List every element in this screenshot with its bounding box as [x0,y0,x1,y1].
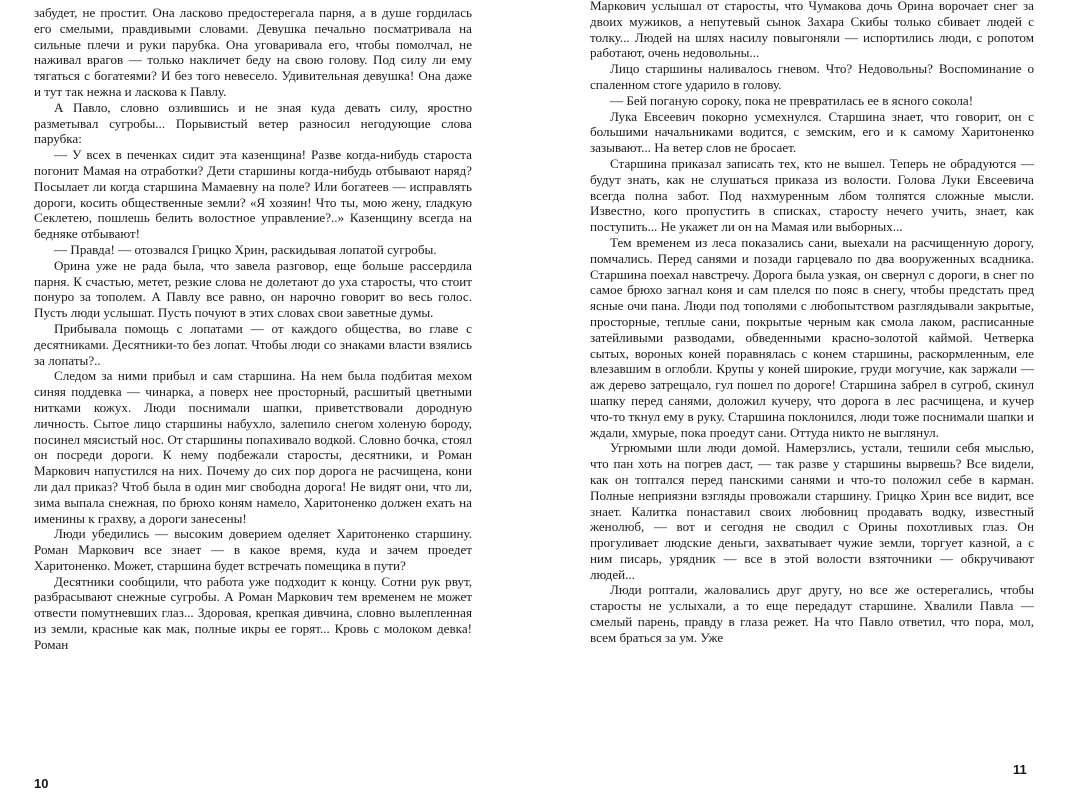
paragraph: забудет, не простит. Она ласково предостерегала парня, а в душе гордилась его смелыми, правдивыми словами. Девушка печально посматривала на сильные плечи и руки парубка. Она уговаривала его, чтобы помолчал, не наживал врагов — только накличет беду на свою голову. Под силу ли ему тягаться с богатеями? И без того невесело. Удивительная девушка! Она даже и тут так нежна и ласкова к Павлу. [34,5,472,99]
left-page [0,0,520,800]
right-page [540,0,1060,800]
paragraph: Орина уже не рада была, что завела разговор, еще больше рассердила парня. К счастью, метет, резкие слова не долетают до уха старосты, что стоит понуро за тополем. А Павлу все равно, он нарочно говорит во весь голос. Пусть люди услышат. Пусть почуют в этих словах свои заветные думы. [34,257,472,321]
left-page-text [34,5,472,653]
right-page-text [590,0,1034,646]
page-number-left: 10 [34,776,49,791]
paragraph: Следом за ними прибыл и сам старшина. На нем была подбитая мехом синяя поддевка — чинарка, а поверх нее просторный, расшитый цветными нитками кожух. Люди поснимали шапки, приветствовали дородную личность. Сытое лицо старшины набухло, залепило снегом холеную бороду, посинел мясистый нос. От старшины попахивало водкой. Словно бочка, стоял он посреди дороги. К нему подбежали старосты, десятники, и Роман Маркович напустился на них. Почему до сих пор дорога не расчищена, кони ли дал приказ? Чтоб была в один миг свободна дорога! Не видят они, что ли, зима выпала снежная, по брюхо коням намело, Харитоненко должен ехать на именины к грахву, а дороги занесены! [34,368,472,526]
paragraph: — Бей поганую сороку, пока не превратилась ее в ясного сокола! [610,92,974,108]
paragraph: Десятники сообщили, что работа уже подходит к концу. Сотни рук рвут, разбрасывают снежные сугробы. А Роман Маркович тем временем не может отвести помутневших глаз... Здоровая, крепкая дивчина, словно вылепленная из земли, красные как мак, полные икры ее горят... Кровь с молоком девка! Роман [34,573,472,652]
paragraph: Тем временем из леса показались сани, выехали на расчищенную дорогу, помчались. Перед санями и позади гарцевало по два вооруженных всадника. Старшина поехал навстречу. Дорога была узкая, он свернул с дороги, в снег по самое брюхо загнал коня и сам плелся по пояс в снегу, чтобы предстать пред ясные очи пана. Люди под тополями с любопытством разглядывали закрытые, просторные, теплые сани, покрытые черным как смола лаком, расписанные затейливыми разводами, обведенными красно-золотой каймой. Четверка сытых, вороных коней поравнялась с конем старшины, раскормленным, еле влезавшим в оглобли. Крупы у коней широкие, груди могучие, как заржали — аж дерево затрещало, гул пошел по дороге! Старшина забрел в сугроб, скинул шапку перед санями, доложил кучеру, что дорога в лес расчищена, и кучер что-то ткнул ему в руку. Старшина поклонился, люди тоже поснимали шапки и ждали, хмурые, пока проедут сани. Оттуда никто не выглянул. [590,234,1034,440]
paragraph: Старшина приказал записать тех, кто не вышел. Теперь не обрадуются — будут знать, как не слушаться приказа из волости. Голова Луки Евсеевича всегда полна забот. Под нахмуренным лбом толпятся сложные мысли. Известно, кого пропустить в списках, старосту нечего учить, знает, как поступить... Не укажет ли он на Мамая или выборных... [590,155,1034,235]
paragraph: А Павло, словно озлившись и не зная куда девать силу, яростно разметывал сугробы... Порывистый ветер разносил негодующие слова парубка: [34,99,472,147]
gutter [518,0,540,800]
paragraph: Люди убедились — высоким доверием оделяет Харитоненко старшину. Роман Маркович все знает — в какое время, куда и зачем проедет Харитоненко. Может, старшина будет встречать помещика в пути? [34,526,472,573]
page-number-right: 11 [1013,762,1027,777]
paragraph: Лука Евсеевич покорно усмехнулся. Старшина знает, что говорит, он с большими начальниками водится, с земским, его и к самому Харитоненко зазывают... На ветер слов не бросает. [590,108,1034,156]
paragraph: Лицо старшины наливалось гневом. Что? Недовольны? Воспоминание о спаленном стоге ударило в голову. [590,61,1034,92]
paragraph: — У всех в печенках сидит эта казенщина! Разве когда-нибудь староста погонит Мамая на отработки? Дети старшины когда-нибудь отбывают наряд? Посылает ли когда старшина Мамаевну на поле? Или богатеев — исправлять дороги, косить общественные земли? «Я хозяин! Что ты, мою жену, гладкую Секлетею, пошлешь белить волостное управление?..» Казенщину всегда на бедняке отбывают! [34,147,472,242]
paragraph: Прибывала помощь с лопатами — от каждого общества, во главе с десятниками. Десятники-то без лопат. Чтобы люди со знаками власти взялись за лопаты?.. [34,320,472,368]
paragraph: Люди роптали, жаловались друг другу, но все же остерегались, чтобы старосты не услыхали, а то еще передадут старшине. Хвалили Павла — смелый парень, правду в глаза режет. На что Павло ответил, что пора, мол, всем браться за ум. Уже [590,582,1034,645]
paragraph: Угрюмыми шли люди домой. Намерзлись, устали, тешили себя мыслью, что пан хоть на погрев даст, — так разве у старшины вырвешь? Все видели, как он топтался перед панскими санями и что-то положил себе в карман. Полные неприязни взгляды провожали старшину. Грицко Хрин все видит, все знает. Калитка понаставил своих любовниц продавать водку, известный женолюб, — вот и сегодня не сводил с Орины похотливых глаз. Он прогуливает людские деньги, захватывает чужие земли, торгует казной, а с ним писарь, урядник — все в этой волости взяточники — обкручивают людей... [590,440,1034,582]
paragraph: — Правда! — отозвался Грицко Хрин, раскидывая лопатой сугробы. [54,241,437,257]
paragraph: Маркович услышал от старосты, что Чумакова дочь Орина ворочает снег за двоих мужиков, а непутевый сынок Захара Скибы только сбивает людей с толку... Людей на шлях насилу повыгоняли — испортились люди, с ропотом работают, очень недовольны... [590,0,1034,61]
